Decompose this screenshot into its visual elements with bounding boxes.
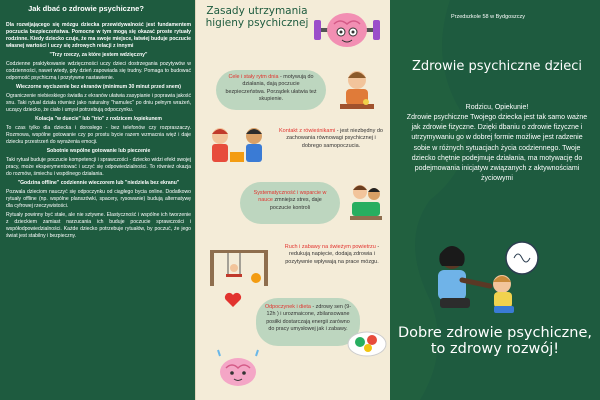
rule5-cloud xyxy=(256,298,360,346)
item5-title: "Godzina offline" codziennie wieczorem lub "niedziela bez ekranu" xyxy=(17,179,180,186)
children-learning-illustration xyxy=(346,180,386,226)
greeting: Rodzicu, Opiekunie! xyxy=(465,104,529,111)
rule3-text: zmniejsz stres, daje poczucie kontroli xyxy=(269,197,322,211)
rule4-highlight: Ruch i zabawy na świeżym powietrzu xyxy=(284,244,376,250)
item1-title: "Trzy rzeczy, za które jestem wdzięczny" xyxy=(49,51,148,58)
slogan: Dobre zdrowie psychiczne, to zdrowy rozwój! xyxy=(398,325,592,357)
adult-child-illustration xyxy=(418,236,550,324)
right-panel xyxy=(390,0,600,400)
rule3-cloud xyxy=(240,182,340,224)
left-heading: Jak dbać o zdrowie psychiczne? xyxy=(28,4,144,13)
middle-panel xyxy=(195,0,390,400)
item1-text: Codzienne praktykowanie wdzięczności uczy dzieci dostrzegania pozytywów w codzienności, nawet wtedy, gdy dzień zapowiada się trudny. Pomaga to budować odporność psychiczną i pozytywne nastawienie. xyxy=(6,60,191,81)
brain-dumbbell-icon xyxy=(314,8,380,56)
rule1-cloud xyxy=(216,70,326,110)
item4-title: Sobotnie wspólne gotowanie lub pieczenie xyxy=(46,147,151,154)
rule5-highlight: Odpoczynek i dieta xyxy=(264,304,311,310)
healthy-food-illustration xyxy=(346,322,388,358)
outdoor-play-illustration xyxy=(208,244,270,288)
rule3-highlight: Systematyczność i wsparcie w nauce xyxy=(253,190,327,204)
item5-text: Pozwala dzieciom nauczyć się odpoczynku od ciągłego bycia online. Dodatkowo rytuały offline (np. wspólne planszówki, spacery, rysowanie) budują alternatywę dla cyfrowej rzeczywistości. xyxy=(6,188,191,209)
item3-title: Kolacja "w duecie" lub "trio" z rodzicem /opiekunem xyxy=(35,115,162,122)
left-panel xyxy=(0,0,195,400)
rule2-note xyxy=(276,128,386,150)
rule2-highlight: Kontakt z rówieśnikami xyxy=(279,128,336,134)
rules-title: Zasady utrzymania higieny psychicznej xyxy=(205,5,309,29)
rule1-highlight: Cele i stały rytm dnia xyxy=(228,74,279,80)
heart-icon xyxy=(224,292,242,308)
left-text xyxy=(6,22,191,240)
children-playing-illustration xyxy=(202,122,282,172)
leaflet-body xyxy=(404,103,590,184)
item2-text: Ograniczenie niebieskiego światła z ekranów ułatwia zasypianie i poprawia jakość snu. Taki rytuał działa również jako naturalny "hamulec" po dniu pełnym wrażeń, uczący dziecko, że ciało i umysł potrzebują odpoczynku. xyxy=(6,92,191,113)
rule2-text: - jest niezbędny do zachowania równowagi psychicznej i dobrego samopoczucia. xyxy=(286,128,383,149)
rule4-text: - redukują napięcie, dodają zdrowia i pozytywnie wpływają na prace mózgu. xyxy=(285,244,380,265)
item3-text: To czas tylko dla dziecka i dorosłego - bez telefonów czy rozpraszaczy. Rozmowa, wspólne gotowanie czy po prostu bycie razem wzmacnia więź i daje dziecku przestrzeń do wyrażenia emocji. xyxy=(6,124,191,145)
brain-shower-icon xyxy=(212,346,264,390)
child-eating-illustration xyxy=(336,66,378,116)
rule4-note xyxy=(278,244,386,266)
leaflet-title: Zdrowie psychiczne dzieci xyxy=(411,59,583,74)
kindergarten-name: Przedszkole 58 w Bydgoszczy xyxy=(451,14,525,20)
rule5-text: - zdrowy sen (9-12h ) i urozmaicone, zbilansowane posiłki dostarczają energii zarówno do pracy umysłowej jak i zabawy. xyxy=(266,304,351,332)
outro-text: Rytuały powinny być stałe, ale nie sztywne. Elastyczność i wspólne ich tworzenie z dzieckiem zamiast narzucania ich buduje poczucie sprawczości i współodpowiedzialności. Każde dziecko potrzebuje rytuałów, by poczuć, że jego świat jest stabilny i bezpieczny. xyxy=(6,212,191,240)
item4-text: Taki rytuał buduje poczucie kompetencji i sprawczości - dziecko widzi efekt swojej pracy, może eksperymentować i uczyć się odpowiedzialności. To również okazja do rozmów, śmiechu i wspólnego działania. xyxy=(6,156,191,177)
item2-title: Wieczorne wyciszenie bez ekranów (minimum 30 minut przed snem) xyxy=(16,83,181,90)
intro-text: Dla rozwijającego się mózgu dziecka przewidywalność jest fundamentem poczucia bezpieczeństwa. Pomocne w tym mogą się okazać proste rytuały rodzinne. Kiedy dziecko czuje, że ma swoje miejsce, łatwiej buduje poczucie własnej wartości i uczy się zdrowych relacji z innymi xyxy=(6,21,191,49)
body-text: Zdrowie psychiczne Twojego dziecka jest tak samo ważne jak zdrowie fizyczne. Dzięki dbaniu o zdrowie fizyczne i utrzymywaniu go w dobrej formie możliwe jest radzenie sobie w różnych sytuacjach życia codziennego. Twoje dziecko chętnie podejmuje działania, ma motywację do podejmowania inicjatyw związanych z aktywnościami życiowymi xyxy=(406,114,588,182)
rule1-text: - motywują do działania, dają poczucie bezpieczeństwa. Porządek ułatwia też skupienie. xyxy=(225,74,317,102)
